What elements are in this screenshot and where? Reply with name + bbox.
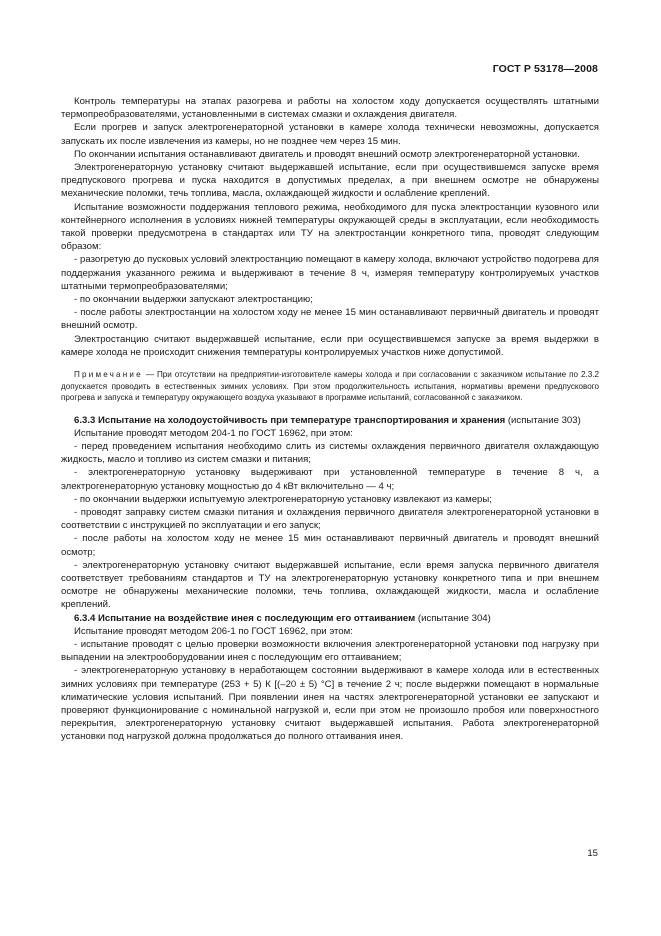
list-item: - перед проведением испытания необходимо слить из системы охлаждения первичного двигателя охлаждающую жидкость, масло и топливо из систем смазки и питания; <box>61 440 599 466</box>
paragraph: Испытание возможности поддержания теплового режима, необходимого для пуска электростанции кузовного или контейнерного исполнения в условиях нижней температуры окружающей среды в эксплуатации, если необходимость такой проверки предусмотрена в стандартах или ТУ на электростанции конкретного типа, проводят следующим образом: <box>61 201 599 253</box>
list-item: - разогретую до пусковых условий электростанцию помещают в камеру холода, включают устройство подогрева для поддержания указанного режима и выдерживают в течение 8 ч, измеряя температуру контролируемых участков штатными термопреобразователями; <box>61 254 599 292</box>
note-text: — При отсутствии на предприятии-изготовителе камеры холода и при согласовании с заказчиком испытание по 2.3.2 допускается проводить в естественных зимних условиях. При этом продолжительность испытания, нормативы времени предпускового прогрева и запуска и температуру окружающего воздуха указывают в программе испытаний, согласованной с заказчиком. <box>61 370 600 403</box>
paragraph: Испытание проводят методом 206-1 по ГОСТ 16962, при этом: <box>74 625 353 637</box>
note-label: Примечание <box>74 370 143 380</box>
note <box>61 369 599 404</box>
paragraph: Электростанцию считают выдержавшей испытание, если при осуществившемся запуске за время выдержки в камере холода не происходит снижения температуры контролируемых участков ниже допустимой. <box>61 333 599 358</box>
section-heading <box>61 414 599 427</box>
section-title-suffix: (испытание 304) <box>415 612 491 624</box>
document-body <box>61 95 599 744</box>
section-title: 6.3.3 Испытание на холодоустойчивость при температуре транспортирования и хранения <box>74 414 506 426</box>
document-header: ГОСТ Р 53178—2008 <box>492 63 598 75</box>
list-item: - испытание проводят с целью проверки возможности включения электрогенераторной установки под нагрузку при выпадении на электрооборудовании инея с последующим его оттаиванием; <box>61 639 599 664</box>
list-item: - по окончании выдержки запускают электростанцию; <box>74 294 313 306</box>
list-item: - электрогенераторную установку считают выдержавшей испытание, если время запуска первичного двигателя соответствует требованиям стандартов и ТУ на электрогенераторную установку конкретного типа и при внешнем осмотре не обнаружены механические поломки, течь топлива, охлаждающей жидкости, масла и ослабление креплений. <box>61 559 599 611</box>
list-item: - электрогенераторную установку в неработающем состоянии выдерживают в камере холода или в естественных зимних условиях при температуре (253 + 5) К [(–20 ± 5) °С] в течение 2 ч; после выдержки помещают в нормальные климатические условия испытаний. При появлении инея на частях электрогенераторной установки ее запускают и проверяют функционирование с номинальной нагрузкой и, если при этом не произошло пробоя или поверхностного перекрытия, электрогенераторную установку считают выдержавшей испытания. Работа электрогенераторной установки под нагрузкой должна продолжаться до полного оттаивания инея. <box>61 665 599 743</box>
paragraph: Испытание проводят методом 204-1 по ГОСТ 16962, при этом: <box>74 427 353 439</box>
section-title-suffix: (испытание 303) <box>505 414 581 426</box>
list-item: - после работы электростанции на холостом ходу не менее 15 мин останавливают первичный двигатель и проводят внешний осмотр. <box>61 307 599 332</box>
paragraph: Если прогрев и запуск электрогенераторной установки в камере холода технически невозможны, допускается запускать их после извлечения из камеры, но не позднее чем через 15 мин. <box>61 122 599 147</box>
page-number: 15 <box>587 848 598 859</box>
list-item: - проводят заправку систем смазки питания и охлаждения первичного двигателя электрогенераторной установки в соответствии с инструкцией по эксплуатации и его запуск; <box>61 506 599 532</box>
paragraph: По окончании испытания останавливают двигатель и проводят внешний осмотр электрогенераторной установки. <box>74 148 580 160</box>
paragraph: Электрогенераторную установку считают выдержавшей испытание, если при осуществившемся запуске время предпускового прогрева и пуска находится в допустимых пределах, а при внешнем осмотре не обнаружены механические поломки, течь топлива, масла, охлаждающей жидкости и ослабление креплений. <box>61 162 599 200</box>
list-item: - после работы на холостом ходу не менее 15 мин останавливают первичный двигатель и проводят внешний осмотр; <box>61 533 599 558</box>
list-item: - по окончании выдержки испытуемую электрогенераторную установку извлекают из камеры; <box>74 493 492 505</box>
paragraph: Контроль температуры на этапах разогрева и работы на холостом ходу допускается осуществлять штатными термопреобразователями, установленными в системах смазки и охлаждения двигателя. <box>61 96 599 121</box>
section-title: 6.3.4 Испытание на воздействие инея с последующим его оттаиванием <box>74 612 416 624</box>
section-heading <box>61 612 599 625</box>
list-item: - электрогенераторную установку выдерживают при установленной температуре в течение 8 ч, а электрогенераторную установку мощностью до 4 кВт включительно — 4 ч; <box>61 467 599 492</box>
